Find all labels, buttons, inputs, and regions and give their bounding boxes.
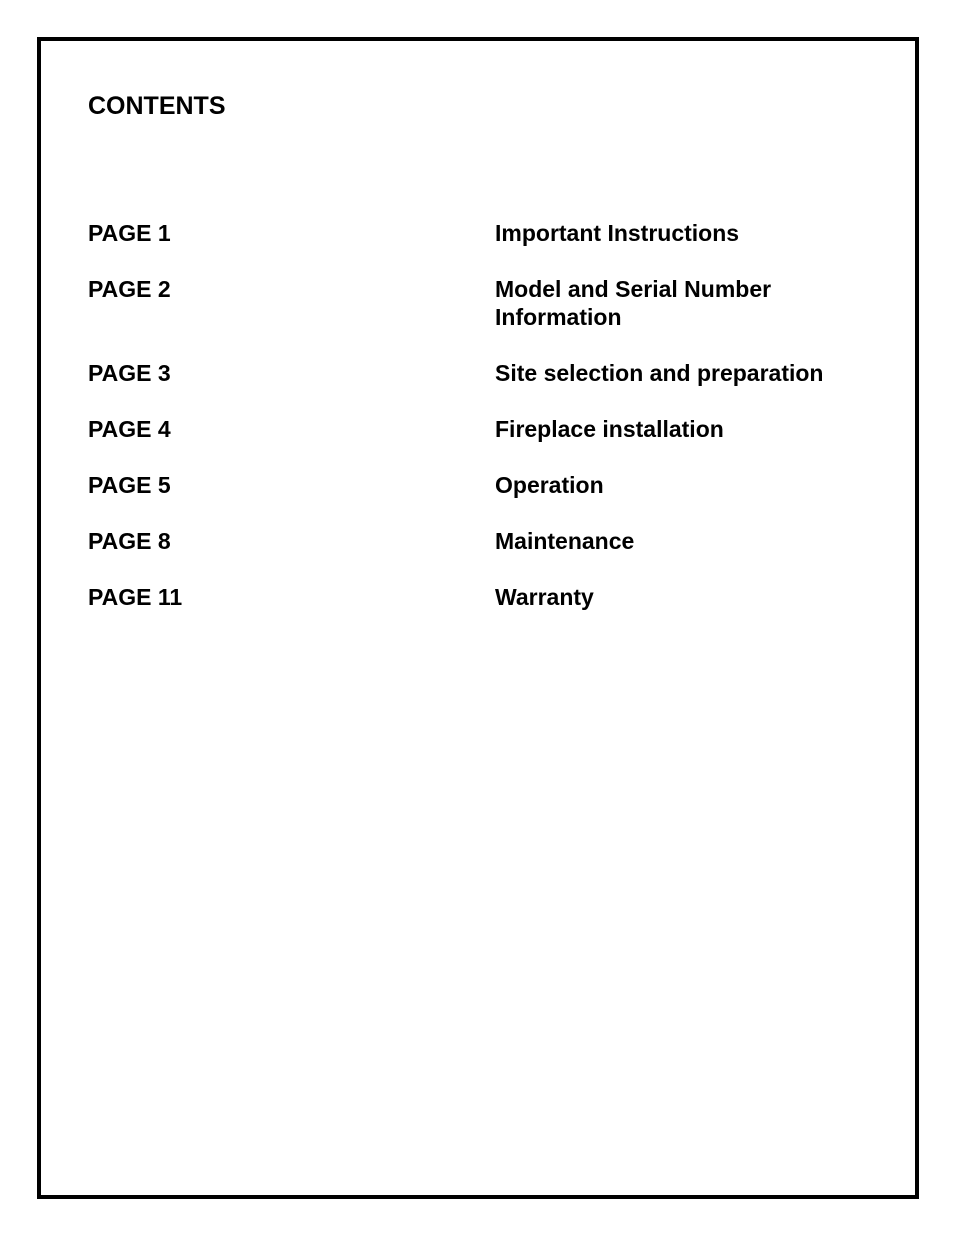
toc-entry <box>88 275 908 331</box>
toc-page-number: PAGE 4 <box>88 416 171 442</box>
toc-section-title: Warranty <box>495 584 594 610</box>
toc-section-title: Important Instructions <box>495 220 740 246</box>
toc-page-number: PAGE 8 <box>88 528 171 554</box>
table-of-contents <box>88 219 908 639</box>
toc-entry <box>88 471 908 499</box>
toc-entry <box>88 527 908 555</box>
toc-entry <box>88 583 908 611</box>
toc-page-number: PAGE 3 <box>88 360 171 386</box>
toc-entry <box>88 219 908 247</box>
toc-section-title: Site selection and preparation <box>495 360 824 386</box>
toc-entry <box>88 415 908 443</box>
page-border <box>37 37 919 1199</box>
toc-section-title: Operation <box>495 472 604 498</box>
page-title: CONTENTS <box>88 92 226 120</box>
toc-section-title: Fireplace installation <box>495 416 724 442</box>
toc-page-number: PAGE 2 <box>88 276 171 302</box>
toc-section-title: Maintenance <box>495 528 635 554</box>
toc-page-number: PAGE 1 <box>88 220 171 246</box>
toc-entry <box>88 359 908 387</box>
toc-section-title: Model and Serial Number Information <box>495 276 772 330</box>
toc-page-number: PAGE 5 <box>88 472 171 498</box>
toc-page-number: PAGE 11 <box>88 584 183 610</box>
